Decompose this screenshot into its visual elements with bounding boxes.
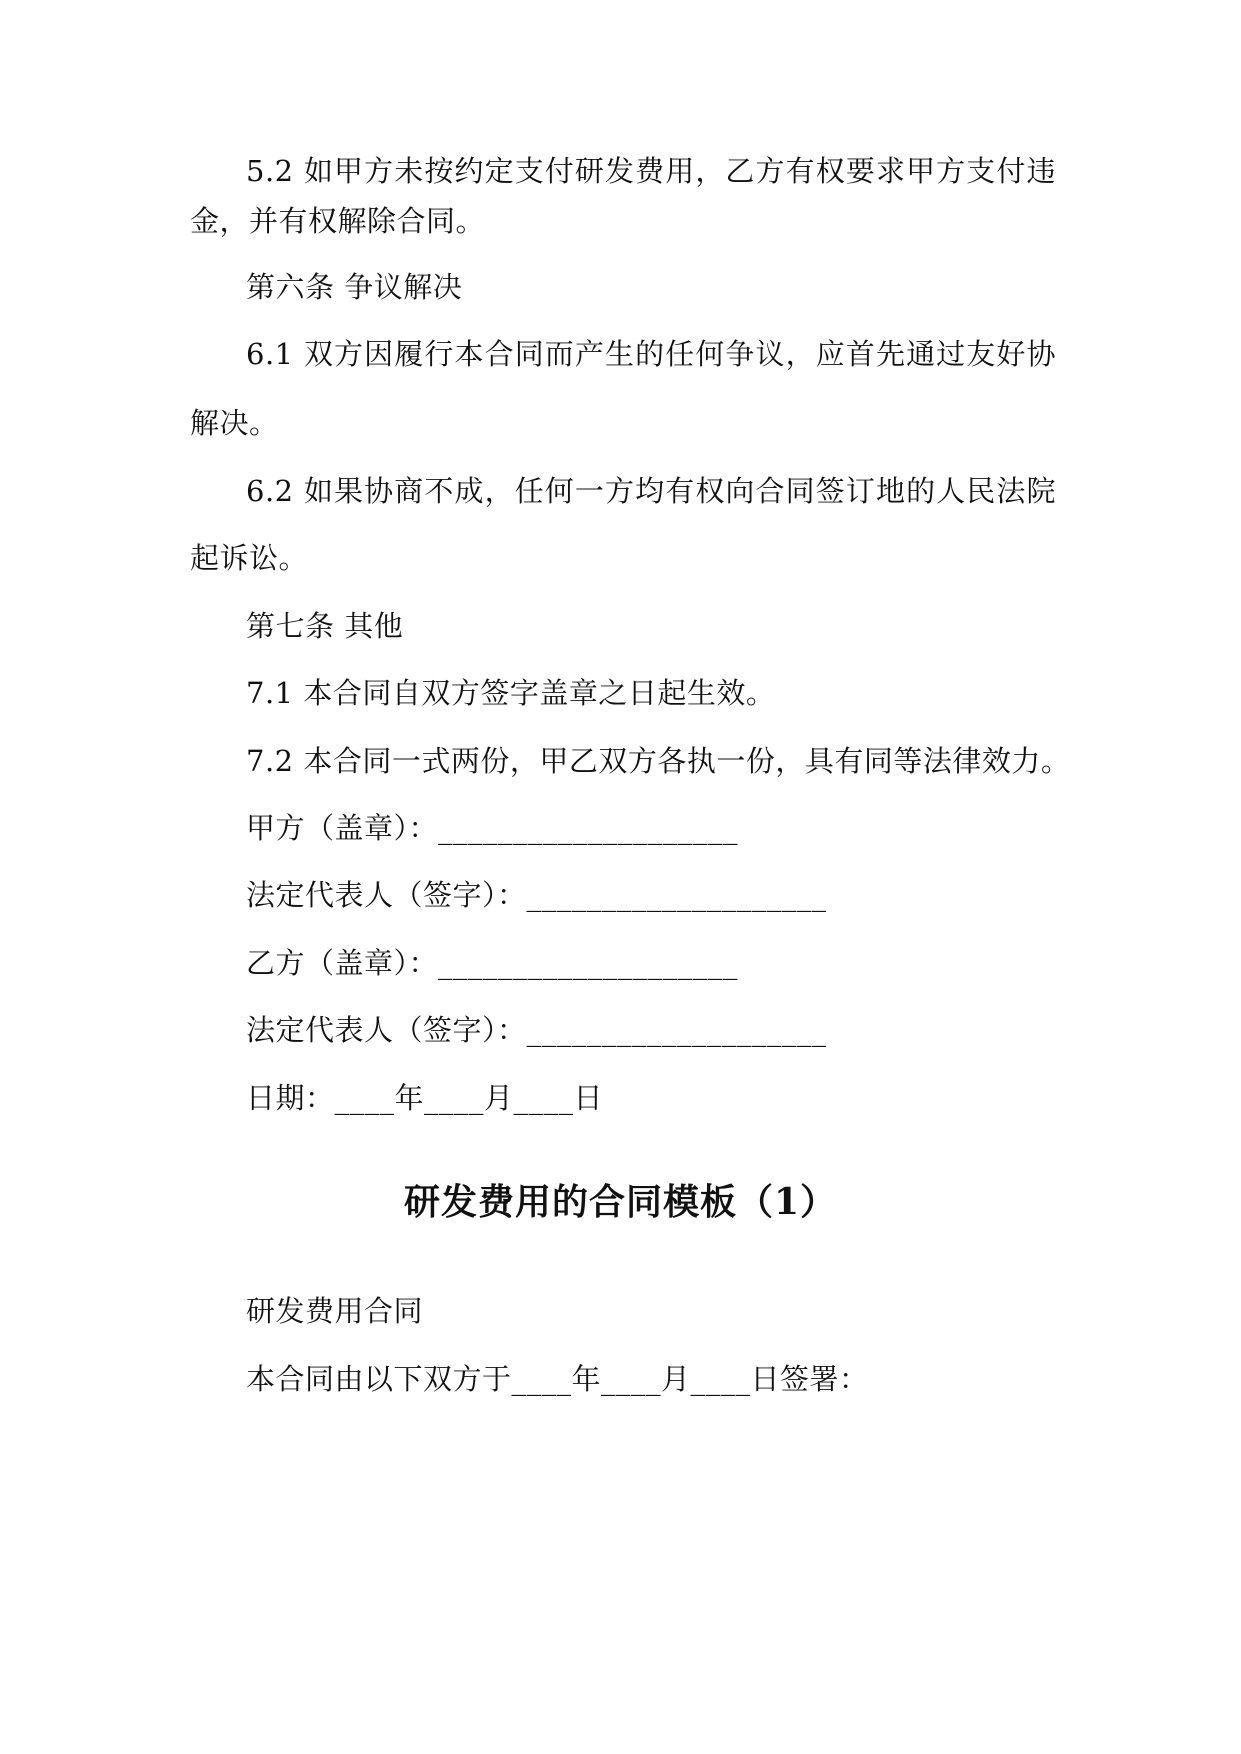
clause-5-2-line-1: 5.2 如甲方未按约定支付研发费用，乙方有权要求甲方支付违 xyxy=(246,154,1056,188)
clause-6-2-line-1: 6.2 如果协商不成，任何一方均有权向合同签订地的人民法院 xyxy=(246,474,1056,508)
clause-6-1-line-2: 解决。 xyxy=(190,406,279,440)
party-b-representative-line: 法定代表人（签字）：____________________ xyxy=(246,1013,827,1047)
article-7-heading: 第七条 其他 xyxy=(246,609,404,643)
clause-6-1-line-1: 6.1 双方因履行本合同而产生的任何争议，应首先通过友好协 xyxy=(246,337,1056,371)
signing-date-line: 本合同由以下双方于____年____月____日签署： xyxy=(246,1362,869,1396)
party-b-seal-line: 乙方（盖章）：____________________ xyxy=(246,946,739,980)
date-line: 日期：____年____月____日 xyxy=(246,1081,604,1115)
clause-7-1: 7.1 本合同自双方签字盖章之日起生效。 xyxy=(246,676,776,710)
clause-5-2-line-2: 金，并有权解除合同。 xyxy=(190,204,486,238)
party-a-seal-line: 甲方（盖章）：____________________ xyxy=(246,811,739,845)
document-title: 研发费用的合同模板（1） xyxy=(403,1181,838,1223)
clause-7-2: 7.2 本合同一式两份，甲乙双方各执一份，具有同等法律效力。 xyxy=(246,744,1071,778)
clause-6-2-line-2: 起诉讼。 xyxy=(190,541,309,575)
article-6-heading: 第六条 争议解决 xyxy=(246,270,463,304)
party-a-representative-line: 法定代表人（签字）：____________________ xyxy=(246,878,827,912)
contract-name: 研发费用合同 xyxy=(246,1294,424,1328)
